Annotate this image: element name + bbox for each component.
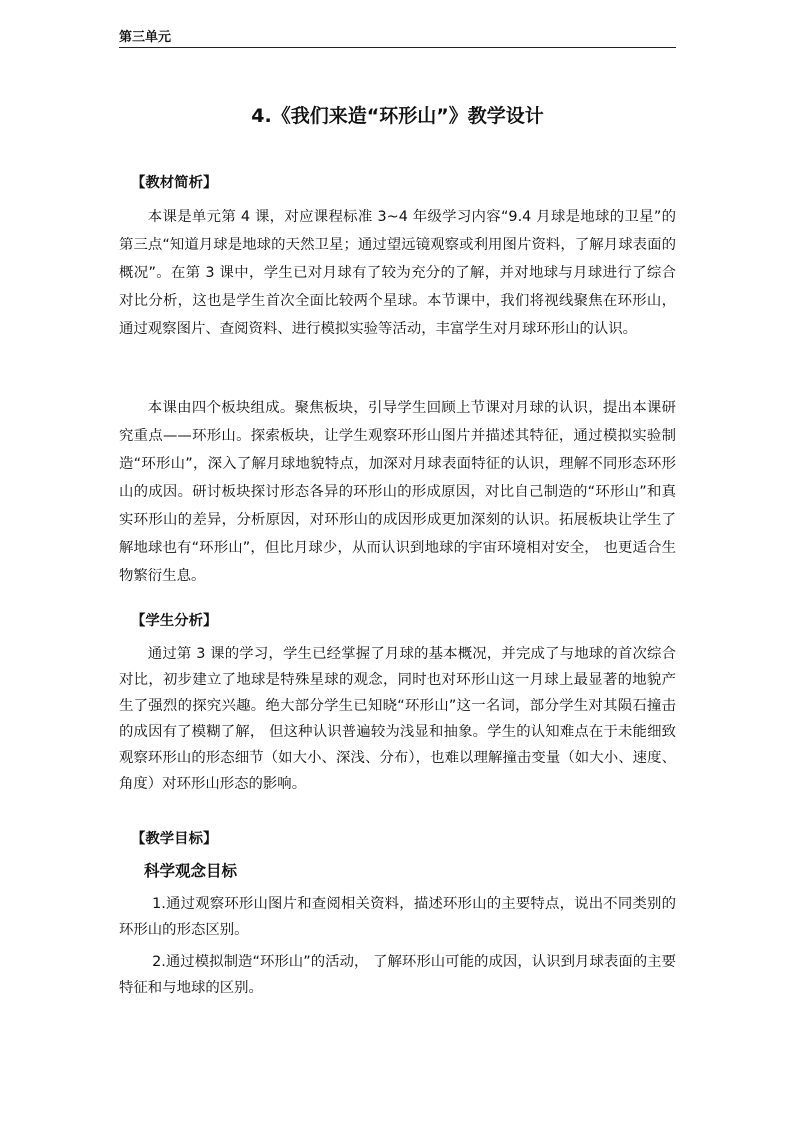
student-analysis-body	[119, 641, 676, 797]
document-title: 4.《我们来造“环形山”》教学设计	[251, 105, 544, 127]
teaching-goals-heading: 【教学目标】	[131, 831, 218, 847]
materials-analysis-heading: 【教材简析】	[131, 175, 218, 191]
goal-item-2: 2.通过模拟制造“环形山”的活动， 了解环形山可能的成因，认识到月球表面的主要特征和与地球的区别。	[119, 954, 676, 996]
header-divider	[119, 47, 676, 48]
teaching-goals-list	[119, 891, 676, 1001]
goal-item-1: 1.通过观察环形山图片和查阅相关资料，描述环形山的主要特点，说出不同类别的环形山的形态区别。	[119, 896, 676, 938]
materials-analysis-body	[119, 203, 676, 343]
student-paragraph-1: 通过第 3 课的学习，学生已经掌握了月球的基本概况，并完成了与地球的首次综合对比，初步建立了地球是特殊星球的观念，同时也对环形山这一月球上最显著的地貌产生了强烈的探究兴趣。绝大部分学生已知晓“环形山”这一名词，部分学生对其陨石撞击的成因有了模糊了解， 但这种认识普遍较为浅显和抽象。学生的认知难点在于未能细致观察环形山的形态细节（如大小、深浅、分布），也难以理解撞击变量（如大小、速度、角度）对环形山形态的影响。	[119, 646, 676, 792]
student-analysis-heading: 【学生分析】	[131, 613, 218, 629]
unit-label: 第三单元	[119, 30, 172, 45]
materials-paragraph-1: 本课是单元第 4 课，对应课程标准 3~4 年级学习内容“9.4 月球是地球的卫星”的第三点“知道月球是地球的天然卫星；通过望远镜观察或利用图片资料，了解月球表面的概况”。在第 3 课中，学生已对月球有了较为充分的了解，并对地球与月球进行了综合对比分析，这也是学生首次全面比较两个星球。本节课中，我们将视线聚焦在环形山，通过观察图片、查阅资料、进行模拟实验等活动，丰富学生对月球环形山的认识。	[119, 209, 676, 337]
materials-paragraph-2: 本课由四个板块组成。聚焦板块，引导学生回顾上节课对月球的认识，提出本课研究重点——环形山。探索板块，让学生观察环形山图片并描述其特征，通过模拟实验制造“环形山”，深入了解月球地貌特点，加深对月球表面特征的认识，理解不同形态环形山的成因。研讨板块探讨形态各异的环形山的形成原因，对比自己制造的“环形山”和真实环形山的差异，分析原因，对环形山的成因形成更加深刻的认识。拓展板块让学生了解地球也有“环形山”，但比月球少，从而认识到地球的宇宙环境相对安全， 也更适合生物繁衍生息。	[119, 400, 676, 584]
materials-analysis-body-2	[119, 394, 676, 590]
science-concept-goals-heading: 科学观念目标	[144, 862, 238, 880]
